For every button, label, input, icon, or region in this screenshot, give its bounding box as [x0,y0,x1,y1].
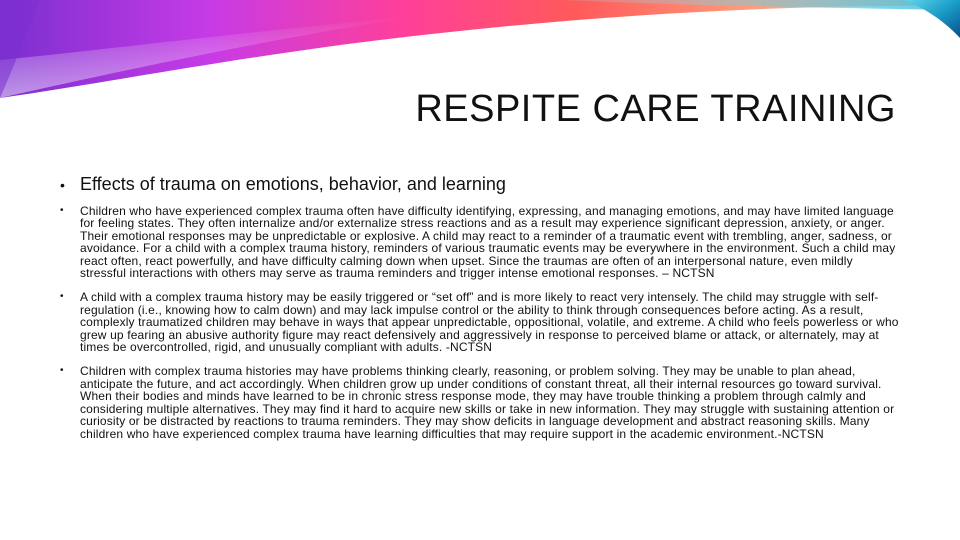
bullet-item-behavior [60,291,900,353]
bullet-text: Children who have experienced complex trauma often have difficulty identifying, expressing, and managing emotions, and may have limited language for feeling states. They often internalize and/or externalize stress reactions and as a result may experience significant depression, anxiety, or anger. Their emotional responses may be unpredictable or explosive. A child may react to a reminder of a traumatic event with trembling, anger, sadness, or avoidance. For a child with a complex trauma history, reminders of various traumatic events may be everywhere in the environment. Such a child may react often, react powerfully, and have difficulty calming down when upset. Since the traumas are often of an interpersonal nature, even mildly stressful interactions with others may serve as trauma reminders and trigger intense emotional responses. – NCTSN [80,204,896,281]
bullet-dot-icon: • [60,177,65,193]
bullet-item-emotions [60,205,900,279]
lead-bullet-text: Effects of trauma on emotions, behavior, and learning [80,174,506,194]
slide-content [60,174,900,452]
decorative-gradient-banner [0,0,960,100]
bullet-dot-icon: • [60,365,64,377]
bullet-item-learning [60,365,900,439]
bullet-text: Children with complex trauma histories may have problems thinking clearly, reasoning, or problem solving. They may be unable to plan ahead, anticipate the future, and act accordingly. When children grow up under conditions of constant threat, all their internal resources go toward survival. When their bodies and minds have learned to be in chronic stress response mode, they may have trouble thinking a problem through calmly and considering multiple alternatives. They may find it hard to acquire new skills or take in new information. They may struggle with sustaining attention or curiosity or be distracted by reactions to trauma reminders. They may show deficits in language development and abstract reasoning skills. Many children who have experienced complex trauma have learning difficulties that may require support in the academic environment.-NCTSN [80,364,895,441]
lead-bullet [60,174,900,195]
slide-title: RESPITE CARE TRAINING [415,88,896,130]
bullet-text: A child with a complex trauma history may be easily triggered or “set off” and is more likely to react very intensely. The child may struggle with self-regulation (i.e., knowing how to calm down) and may lack impulse control or the ability to think through consequences before acting. As a result, complexly traumatized children may behave in ways that appear unpredictable, oppositional, volatile, and extreme. A child who feels powerless or who grew up fearing an abusive authority figure may react defensively and aggressively in response to perceived blame or attack, or alternately, may at times be overcontrolled, rigid, and unusually compliant with adults. -NCTSN [80,290,899,355]
bullet-list [60,205,900,440]
bullet-dot-icon: • [60,205,64,216]
bullet-dot-icon: • [60,291,64,303]
